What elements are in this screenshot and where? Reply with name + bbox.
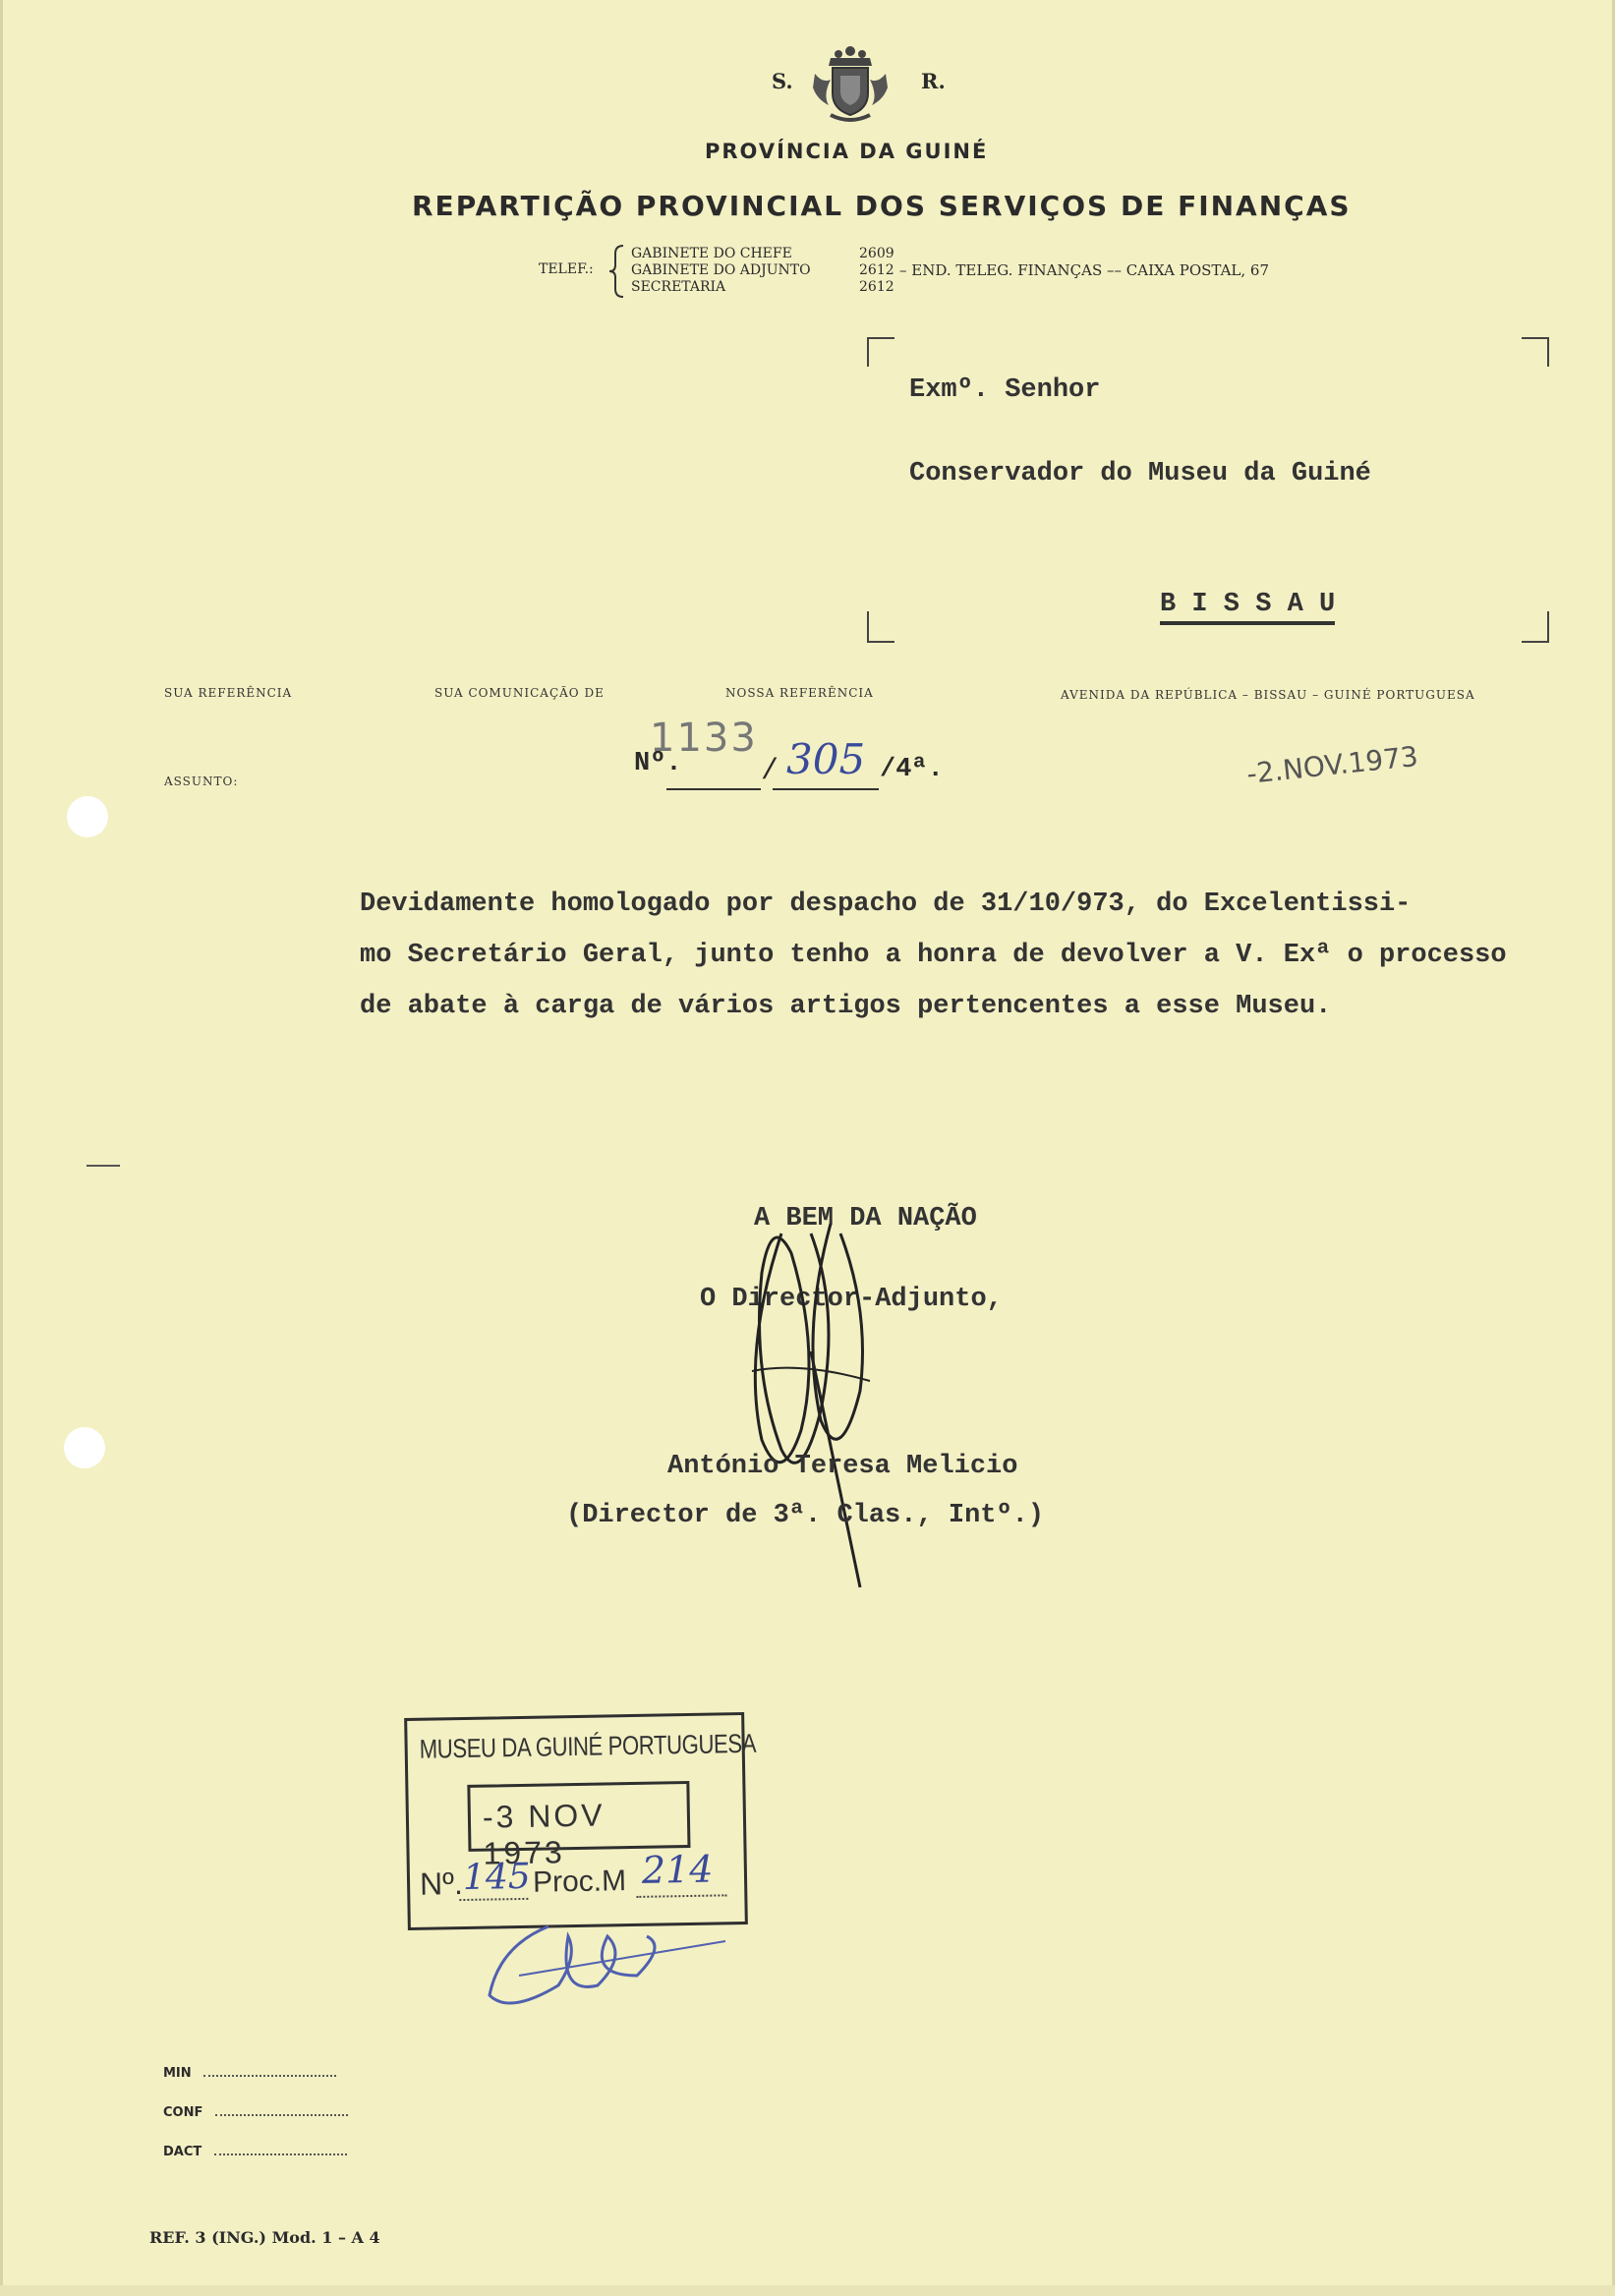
stamp-no-line (459, 1898, 528, 1901)
handwritten-signature (713, 1194, 899, 1607)
punch-hole-bottom (64, 1427, 105, 1468)
body-line: de abate à carga de vários artigos pertencentes a esse Museu. (360, 992, 1332, 1021)
brace-icon (609, 244, 625, 299)
footer-label-conf: CONF (163, 2105, 203, 2120)
office-address: AVENIDA DA REPÚBLICA – BISSAU – GUINÉ PORTUGUESA (1061, 688, 1475, 702)
stamp-no-value: 145 (462, 1856, 532, 1899)
telephone-line-name: SECRETARIA (631, 279, 726, 295)
footer-line-min (163, 2066, 336, 2081)
sua-comunicacao-label: SUA COMUNICAÇÃO DE (434, 686, 605, 700)
letterhead-initial-left: S. (772, 69, 793, 93)
address-corner-tl (867, 337, 894, 367)
footer-dots (215, 2114, 348, 2116)
stamp-date-box (467, 1781, 690, 1871)
left-edge (0, 0, 3, 2296)
stamp-proc-line (636, 1894, 726, 1898)
stamp-museum-name: MUSEU DA GUINÉ PORTUGUESA (419, 1728, 757, 1764)
address-corner-bl (867, 611, 894, 643)
reference-handwritten-number: 305 (786, 735, 866, 783)
stamp-date: -3 NOV 1973 (482, 1797, 606, 1871)
stamp-proc-label: Proc.M (532, 1865, 627, 1899)
reference-suffix: /4ª. (880, 755, 944, 784)
department-heading: REPARTIÇÃO PROVINCIAL DOS SERVIÇOS DE FINANÇAS (412, 190, 1352, 222)
telephone-line (631, 246, 955, 262)
stamp-no-label: Nº. (419, 1866, 464, 1902)
body-line: Devidamente homologado por despacho de 31/10/973, do Excelentissi- (360, 890, 1412, 919)
footer-line-dact (163, 2145, 347, 2159)
body-line: mo Secretário Geral, junto tenho a honra de devolver a V. Exª o processo (360, 941, 1507, 970)
form-reference: REF. 3 (ING.) Mod. 1 – A 4 (149, 2228, 380, 2247)
reference-number-stamp: 1133 (650, 716, 758, 761)
footer-label-dact: DACT (163, 2145, 202, 2159)
recipient-city: B I S S A U (1160, 590, 1335, 625)
assunto-label: ASSUNTO: (164, 775, 239, 788)
footer-dots (203, 2075, 336, 2077)
telegraph-and-postbox: – END. TELEG. FINANÇAS –– CAIXA POSTAL, 67 (899, 261, 1270, 279)
telephone-line-name: GABINETE DO CHEFE (631, 246, 792, 261)
signatory-name: António Teresa Melicio (667, 1452, 1018, 1481)
closing-motto: A BEM DA NAÇÃO (754, 1204, 977, 1234)
recipient-title: Conservador do Museu da Guiné (909, 459, 1371, 488)
province-heading: PROVÍNCIA DA GUINÉ (705, 140, 989, 163)
address-corner-br (1522, 611, 1549, 643)
nossa-referencia-label: NOSSA REFERÊNCIA (725, 686, 874, 700)
letterhead-initial-right: R. (921, 69, 946, 93)
blue-initials-scribble (480, 1917, 735, 2035)
telephone-line (631, 279, 955, 296)
footer-label-min: MIN (163, 2066, 192, 2081)
reference-slash: / (761, 755, 779, 788)
signatory-role: O Director-Adjunto, (700, 1285, 1003, 1314)
telephone-line-number: 2609 (859, 246, 894, 261)
telephone-label: TELEF.: (539, 261, 594, 277)
telephone-line-number: 2612 (859, 279, 894, 295)
fold-mark (87, 1165, 120, 1167)
reference-prefix: Nº. (634, 749, 682, 778)
body-paragraph-cont (360, 930, 1598, 1032)
punch-hole-top (67, 796, 108, 837)
telephone-line-number: 2612 (859, 262, 894, 278)
signatory-position: (Director de 3ª. Clas., Intº.) (566, 1501, 1045, 1530)
bottom-edge (0, 2285, 1615, 2296)
received-date-stamp: -2.NOV.1973 (1244, 739, 1420, 791)
coat-of-arms-emblem (809, 44, 892, 127)
sua-referencia-label: SUA REFERÊNCIA (164, 686, 293, 700)
address-corner-tr (1522, 337, 1549, 367)
museum-receipt-stamp (404, 1712, 757, 1930)
body-paragraph (360, 879, 1598, 930)
recipient-salutation: Exmº. Senhor (909, 375, 1101, 405)
footer-line-conf (163, 2105, 348, 2120)
reference-underline-2 (773, 788, 879, 790)
stamp-proc-value: 214 (641, 1847, 714, 1892)
footer-dots (214, 2153, 347, 2155)
telephone-line-name: GABINETE DO ADJUNTO (631, 262, 811, 278)
reference-underline-1 (666, 788, 761, 790)
